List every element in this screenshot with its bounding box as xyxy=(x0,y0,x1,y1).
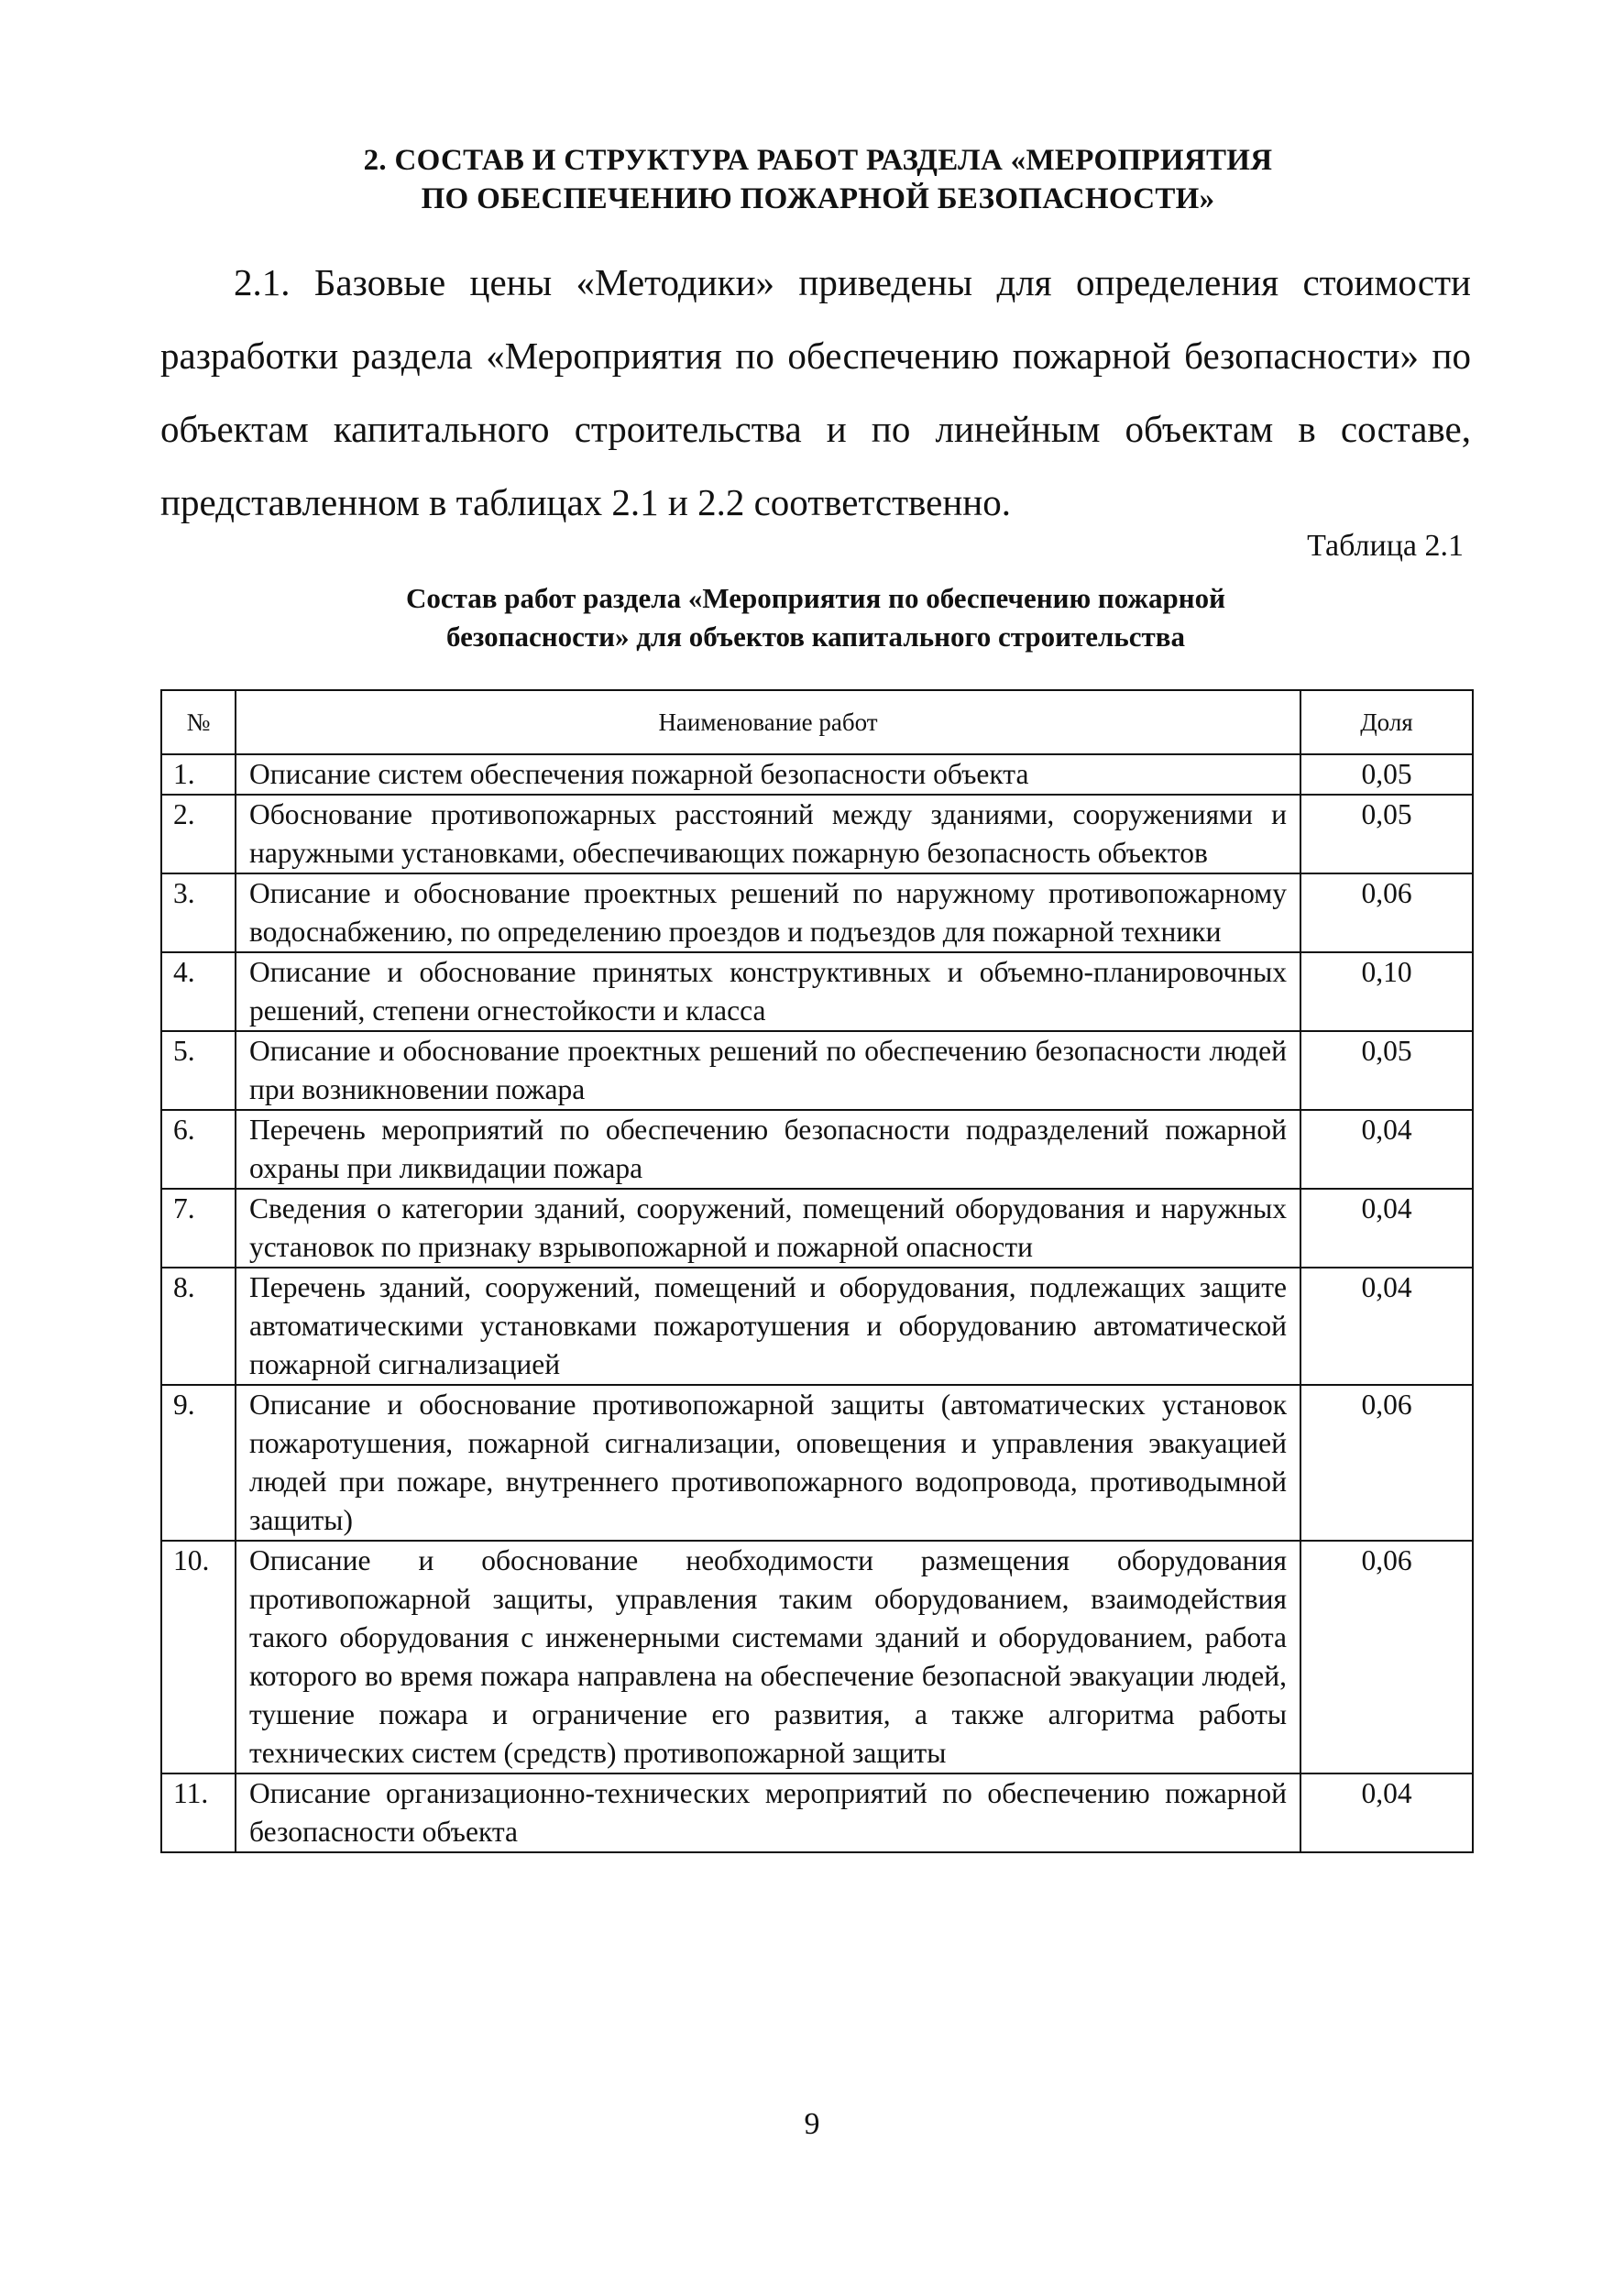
table-row xyxy=(161,952,1473,1031)
header-share: Доля xyxy=(1300,690,1473,754)
row-name: Описание и обоснование принятых конструктивных и объемно-планировочных решений, степени огнестойкости и класса xyxy=(236,952,1300,1031)
row-num: 9. xyxy=(161,1385,236,1541)
row-num: 4. xyxy=(161,952,236,1031)
row-num: 11. xyxy=(161,1773,236,1852)
table-header-row xyxy=(161,690,1473,754)
table-row xyxy=(161,754,1473,795)
row-name: Обоснование противопожарных расстояний между зданиями, сооружениями и наружными установками, обеспечивающих пожарную безопасность объектов xyxy=(236,795,1300,873)
works-table xyxy=(160,689,1474,1853)
table-row xyxy=(161,1189,1473,1268)
table-row xyxy=(161,1110,1473,1189)
table-caption xyxy=(160,579,1471,656)
row-share: 0,10 xyxy=(1300,952,1473,1031)
row-name: Описание и обоснование проектных решений по наружному противопожарному водоснабжению, по определению проездов и подъездов для пожарной техники xyxy=(236,873,1300,952)
table-row xyxy=(161,795,1473,873)
table-row xyxy=(161,873,1473,952)
row-share: 0,04 xyxy=(1300,1110,1473,1189)
table-row xyxy=(161,1541,1473,1773)
row-share: 0,06 xyxy=(1300,873,1473,952)
row-num: 1. xyxy=(161,754,236,795)
row-num: 5. xyxy=(161,1031,236,1110)
row-share: 0,05 xyxy=(1300,1031,1473,1110)
table-row xyxy=(161,1031,1473,1110)
section-heading-line-2: ПО ОБЕСПЕЧЕНИЮ ПОЖАРНОЙ БЕЗОПАСНОСТИ» xyxy=(421,182,1215,215)
row-num: 10. xyxy=(161,1541,236,1773)
row-name: Описание и обоснование противопожарной защиты (автоматических установок пожаротушения, пожарной сигнализации, оповещения и управления эвакуацией людей при пожаре, внутреннего противопожарного водопровода, противодымной защиты) xyxy=(236,1385,1300,1541)
row-name: Перечень мероприятий по обеспечению безопасности подразделений пожарной охраны при ликвидации пожара xyxy=(236,1110,1300,1189)
row-share: 0,04 xyxy=(1300,1773,1473,1852)
row-name: Описание и обоснование проектных решений по обеспечению безопасности людей при возникновении пожара xyxy=(236,1031,1300,1110)
row-num: 8. xyxy=(161,1268,236,1385)
section-heading-line-1: 2. СОСТАВ И СТРУКТУРА РАБОТ РАЗДЕЛА «МЕРОПРИЯТИЯ xyxy=(363,144,1273,177)
row-name: Описание и обоснование необходимости размещения оборудования противопожарной защиты, управления таким оборудованием, взаимодействия такого оборудования с инженерными системами зданий и оборудованием, работа которого во время пожара направлена на обеспечение безопасной эвакуации людей, тушение пожара и ограничение его развития, а также алгоритма работы технических систем (средств) противопожарной защиты xyxy=(236,1541,1300,1773)
table-number: Таблица 2.1 xyxy=(1307,529,1464,563)
row-share: 0,04 xyxy=(1300,1189,1473,1268)
header-num: № xyxy=(161,690,236,754)
row-num: 2. xyxy=(161,795,236,873)
table-caption-line-2: безопасности» для объектов капитального строительства xyxy=(445,620,1185,653)
table-caption-line-1: Состав работ раздела «Мероприятия по обеспечению пожарной xyxy=(406,582,1225,614)
row-share: 0,06 xyxy=(1300,1541,1473,1773)
intro-paragraph: 2.1. Базовые цены «Методики» приведены для определения стоимости разработки раздела «Мероприятия по обеспечению пожарной безопасности» по объектам капитального строительства и по линейным объектам в составе, представленном в таблицах 2.1 и 2.2 соответственно. xyxy=(160,261,1471,523)
row-name: Сведения о категории зданий, сооружений, помещений оборудования и наружных установок по признаку взрывопожарной и пожарной опасности xyxy=(236,1189,1300,1268)
table-row xyxy=(161,1385,1473,1541)
page-number: 9 xyxy=(804,2107,820,2141)
row-num: 3. xyxy=(161,873,236,952)
row-num: 6. xyxy=(161,1110,236,1189)
row-name: Описание систем обеспечения пожарной безопасности объекта xyxy=(236,754,1300,795)
row-name: Перечень зданий, сооружений, помещений и оборудования, подлежащих защите автоматическими установками пожаротушения и оборудованию автоматической пожарной сигнализацией xyxy=(236,1268,1300,1385)
row-share: 0,05 xyxy=(1300,754,1473,795)
row-name: Описание организационно-технических мероприятий по обеспечению пожарной безопасности объекта xyxy=(236,1773,1300,1852)
section-heading xyxy=(165,141,1471,218)
row-share: 0,04 xyxy=(1300,1268,1473,1385)
header-name: Наименование работ xyxy=(236,690,1300,754)
table-row xyxy=(161,1268,1473,1385)
row-num: 7. xyxy=(161,1189,236,1268)
table-row xyxy=(161,1773,1473,1852)
row-share: 0,05 xyxy=(1300,795,1473,873)
row-share: 0,06 xyxy=(1300,1385,1473,1541)
